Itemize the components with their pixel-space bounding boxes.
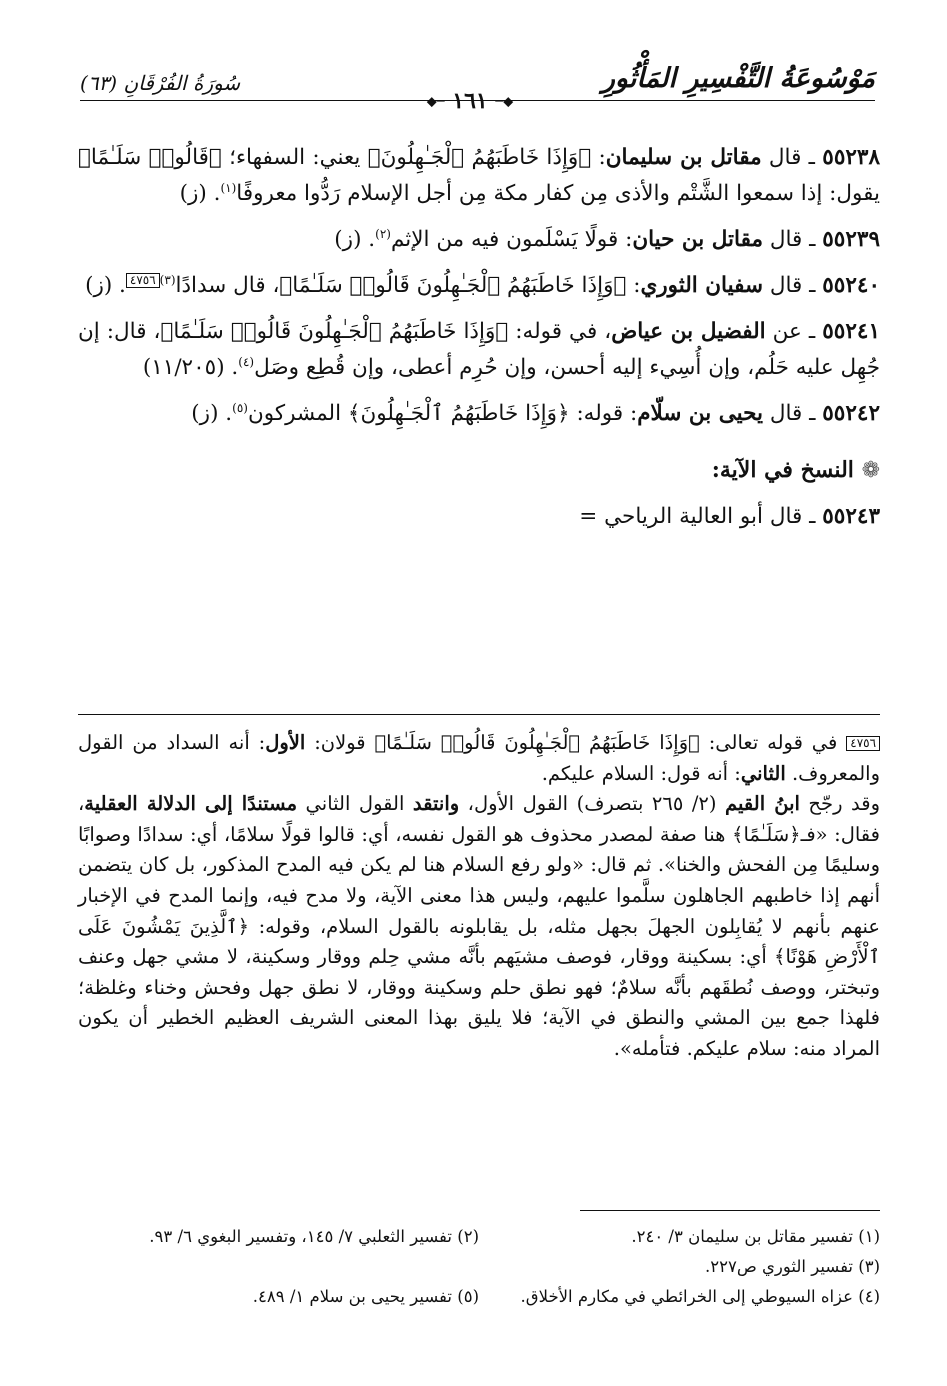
footnote-4: (٤) عزاه السيوطي إلى الخرائطي في مكارم الأخلاق. xyxy=(520,1287,880,1306)
footnote-ref[interactable]: (٣) xyxy=(159,272,176,287)
commentary-ref-box[interactable]: ٤٧٥٦ xyxy=(126,273,160,288)
commentary-text: (٢/ ٢٦٥ بتصرف) القول الأول، xyxy=(459,792,726,816)
commentary-text: : أنه قول: السلام عليكم. xyxy=(541,761,741,785)
entry-text: ـ قال xyxy=(762,273,823,298)
footnote-ref[interactable]: (٢) xyxy=(375,226,391,241)
entry-55243 xyxy=(78,499,880,535)
entry-text: : xyxy=(626,273,641,298)
commentary-bold: وانتقد xyxy=(412,792,460,816)
footnote-5: (٥) تفسير يحيى بن سلام ١/ ٤٨٩. xyxy=(252,1287,479,1306)
footnote-rule xyxy=(580,1210,880,1211)
flower-icon: ❁ xyxy=(861,458,880,483)
entry-55239 xyxy=(78,222,880,258)
commentary-bold: مستندًا إلى الدلالة العقلية xyxy=(84,792,298,816)
entry-text: . (ز) xyxy=(85,273,126,298)
commentary-rule xyxy=(78,714,880,715)
ornament-icon: ◆─ xyxy=(495,94,514,110)
commentary-text: ، فقال: «فـ xyxy=(78,792,880,846)
entry-text: ـ قال xyxy=(762,227,823,252)
commentary-text: وقد رجّح xyxy=(799,792,880,816)
entry-text: ـ قال xyxy=(762,401,823,426)
quran-quote: ﴿وَإِذَا خَاطَبَهُمُ ٱلْجَـٰهِلُونَ قَالُوا۟ سَلَـٰمًا﴾ xyxy=(160,319,509,344)
entry-text: ، قال: إن جُهِل عليه حَلُم، وإن أُسِيء إليه أحسن، وإن حُرِم أعطى، وإن قُطِع وصَل xyxy=(78,319,880,380)
entry-number: ٥٥٢٤٢ xyxy=(822,401,880,426)
footnote-row xyxy=(78,1222,880,1252)
footnote-row xyxy=(78,1252,880,1282)
quran-quote: ﴿وَإِذَا خَاطَبَهُمُ ٱلْجَـٰهِلُونَ قَالُوا۟ سَلَـٰمًا﴾ xyxy=(374,731,700,754)
entry-number: ٥٥٢٤٣ xyxy=(822,504,880,529)
commentary-text: هنا صفة لمصدر محذوف هو القول نفسه، أي: قالوا قولًا سلامًا، أي: سدادًا وصوابًا وسليمًا مِن الفحش والخنا». ثم قال: «ولو رفع السلام هنا لم يكن فيه المدح المذكور، بل كان يتضمن أنهم إذا خاطبهم الجاهلون سلَّموا عليهم، وليس هذا معنى الآية، ولا مدح فيه، وإنما المدح في الإخبار عنهم بأنهم لا يُقابِلون الجهلَ بجهل مثله، بل يقابلونه بالقول السلام، وقوله: xyxy=(78,822,881,938)
quran-quote: ﴿وَإِذَا خَاطَبَهُمُ ٱلْجَـٰهِلُونَ﴾ xyxy=(347,401,570,426)
commentary-bold: ابنُ القيم xyxy=(725,792,800,816)
footnote-ref[interactable]: (٥) xyxy=(232,400,248,415)
commentary-number-box: ٤٧٥٦ xyxy=(846,736,880,751)
footnote-ref[interactable]: (٤) xyxy=(238,354,255,369)
entry-text: ـ قال أبو العالية الرياحي = xyxy=(579,504,823,529)
entry-text: يقول: إذا سمعوا الشَّتْم والأذى مِن كفار مكة مِن أجل الإسلام رَدُّوا معروفًا xyxy=(236,181,880,206)
entry-text: المشركون xyxy=(247,401,348,426)
commentary-bold: الثاني xyxy=(740,761,786,785)
entry-text: يعني: السفهاء؛ xyxy=(221,145,368,170)
page-number-box xyxy=(370,88,570,114)
main-text xyxy=(78,140,880,545)
commentary-text: القول الثاني xyxy=(297,792,413,816)
quran-quote: ﴿سَلَـٰمًا﴾ xyxy=(732,822,801,846)
page-number: ١٦١ xyxy=(452,88,488,114)
ornament-icon: ─◆ xyxy=(426,94,445,110)
entry-text: . (١١/٢٠٥) xyxy=(142,355,239,380)
narrator-name: مقاتل بن سليمان xyxy=(605,145,762,170)
section-heading xyxy=(78,452,880,489)
quran-quote: ﴿وَإِذَا خَاطَبَهُمُ ٱلْجَـٰهِلُونَ قَالُوا۟ سَلَـٰمًا﴾ xyxy=(279,273,627,298)
entry-55240 xyxy=(78,268,880,304)
commentary-bold: الأول xyxy=(265,731,306,754)
footnote-row xyxy=(78,1282,880,1312)
entry-number: ٥٥٢٤٠ xyxy=(822,273,880,298)
footnote-1: (١) تفسير مقاتل بن سليمان ٣/ ٢٤٠. xyxy=(631,1227,880,1246)
narrator-name: يحيى بن سلّام xyxy=(637,401,763,426)
entry-number: ٥٥٢٣٩ xyxy=(822,227,880,252)
entry-text: : قوله: xyxy=(569,401,638,426)
footnotes xyxy=(78,1222,880,1312)
footnote-3: (٣) تفسير الثوري ص٢٢٧. xyxy=(704,1257,880,1276)
entry-text: : قولًا يَسْلَمون فيه من الإثم xyxy=(390,227,633,252)
entry-text: ، في قوله: xyxy=(508,319,612,344)
entry-text: ـ عن xyxy=(765,319,823,344)
entry-text: ، قال سدادًا xyxy=(175,273,280,298)
footnote-2: (٢) تفسير الثعلبي ٧/ ١٤٥، وتفسير البغوي ٦/ ٩٣. xyxy=(149,1227,479,1246)
book-title: مَوْسُوعَةُ التَّفْسِيرِ المَأْثُورِ xyxy=(601,63,875,94)
commentary-text: : أنه السداد من القول والمعروف. xyxy=(78,731,880,785)
entry-55241 xyxy=(78,314,880,386)
entry-number: ٥٥٢٣٨ xyxy=(822,145,881,170)
commentary xyxy=(78,728,880,1065)
entry-text: ـ قال xyxy=(761,145,823,170)
narrator-name: الفضيل بن عياض xyxy=(611,319,766,344)
narrator-name: سفيان الثوري xyxy=(640,273,763,298)
entry-text: . (ز) xyxy=(191,401,233,426)
entry-number: ٥٥٢٤١ xyxy=(822,319,880,344)
quran-quote: ﴿قَالُوا۟ سَلَـٰمًا﴾ xyxy=(78,145,222,170)
narrator-name: مقاتل بن حيان xyxy=(632,227,763,252)
quran-quote: ﴿وَإِذَا خَاطَبَهُمُ ٱلْجَـٰهِلُونَ﴾ xyxy=(367,145,592,170)
entry-text: . (ز) xyxy=(179,181,221,206)
commentary-text: قولان: xyxy=(305,731,375,754)
quran-quote: ﴿ٱلَّذِينَ يَمْشُونَ عَلَى ٱلْأَرْضِ هَوْنًا﴾ xyxy=(78,914,881,969)
footnote-ref[interactable]: (١) xyxy=(220,180,237,195)
commentary-text: في قوله تعالى: xyxy=(699,731,847,754)
entry-55242 xyxy=(78,396,880,432)
section-title: النسخ في الآية: xyxy=(711,457,854,483)
entry-text: . (ز) xyxy=(334,227,376,252)
commentary-paragraph xyxy=(78,728,880,789)
entry-text: : xyxy=(591,145,606,170)
surah-title: سُورَةُ الفُرْقَانِ (٦٣) xyxy=(80,71,241,95)
commentary-text: أي: بسكينة ووقار، فوصف مشيَهم بأنَّه مشي حِلم ووقار وسكينة، لا مشي جهل وعنف وتبختر، ووصف نُطقَهم بأنَّه سلامٌ؛ فهو نطق حلم وسكينة ووقار، لا نطق جهل وفحش وخناء وغلظة؛ فلهذا جمع بين المشي والنطق في الآية؛ فلا يليق بهذا المعنى الشريف العظيم الخطير أن يكون المراد منه: سلام عليكم. فتأمله». xyxy=(78,945,880,1060)
commentary-paragraph xyxy=(78,789,880,1064)
entry-55238 xyxy=(78,140,880,212)
